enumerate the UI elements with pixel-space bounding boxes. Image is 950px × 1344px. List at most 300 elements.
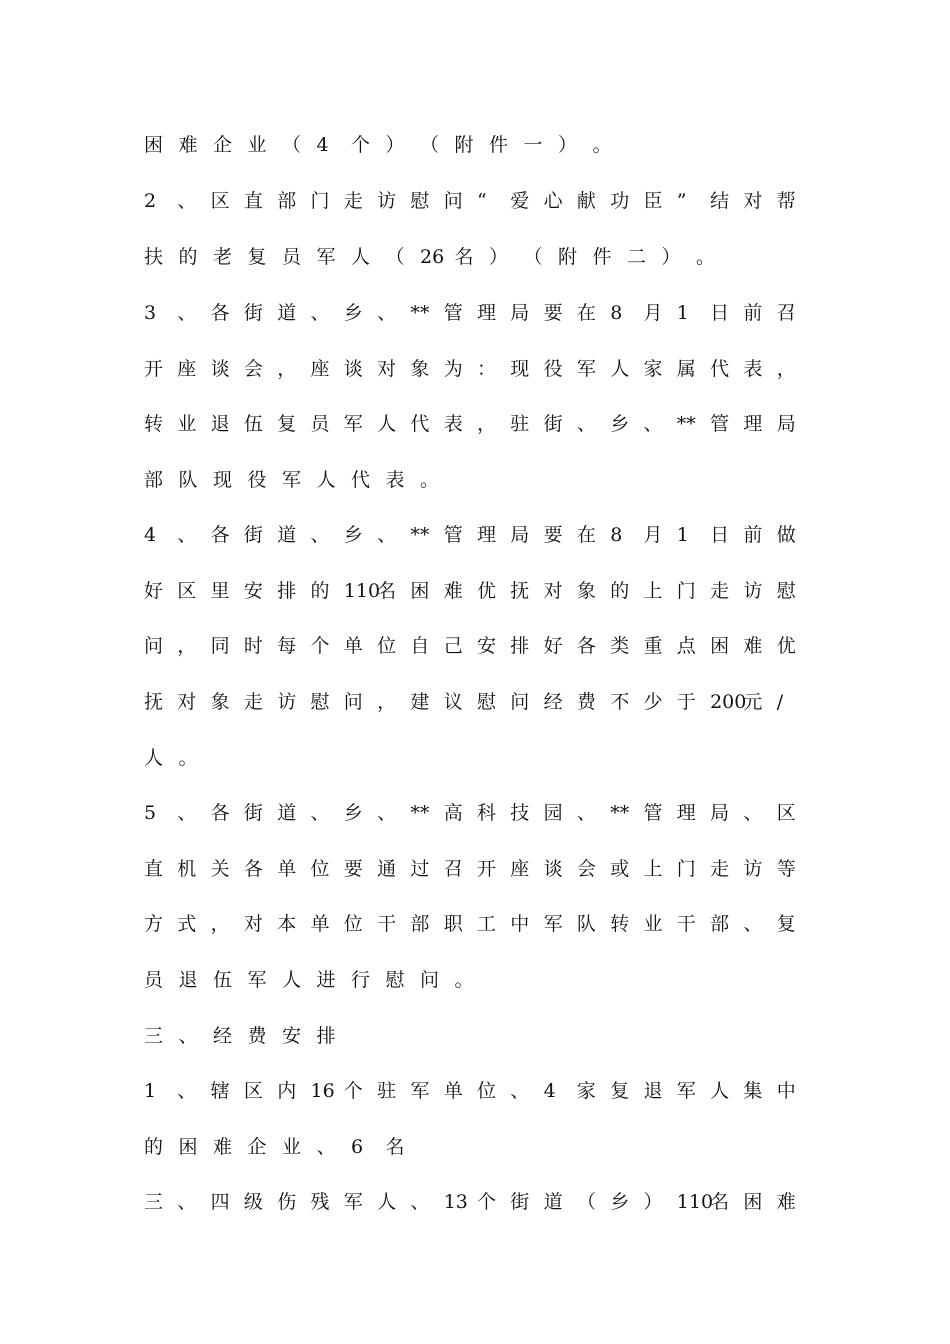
char: 通 <box>377 858 397 880</box>
char: 16 <box>310 1080 335 1102</box>
char: 现 <box>213 469 233 491</box>
char: 慰 <box>310 691 330 713</box>
char: 。 <box>454 969 474 991</box>
char: 、 <box>177 190 197 212</box>
char: 复 <box>277 413 297 435</box>
char: 家 <box>576 1080 596 1102</box>
char: 名 <box>385 1136 405 1158</box>
char: 、 <box>743 802 763 824</box>
char: 单 <box>443 1080 463 1102</box>
char: 、 <box>643 413 663 435</box>
char: 每 <box>277 635 297 657</box>
char: 的 <box>610 580 630 602</box>
char: / <box>776 691 784 713</box>
char: 退 <box>210 413 230 435</box>
char: ** <box>410 302 430 324</box>
char: 问 <box>144 635 164 657</box>
text-line <box>144 1074 810 1108</box>
char: 业 <box>282 1136 302 1158</box>
char: 在 <box>576 302 596 324</box>
char: 局 <box>710 802 730 824</box>
char: 慰 <box>385 969 405 991</box>
char: 、 <box>177 1080 197 1102</box>
char: ， <box>377 691 397 713</box>
text-line <box>144 184 810 218</box>
char: 街 <box>243 524 263 546</box>
char: 的 <box>310 580 330 602</box>
char: 部 <box>144 469 164 491</box>
char: 访 <box>277 691 297 713</box>
char: 机 <box>177 858 197 880</box>
char: 表 <box>385 469 405 491</box>
char: 辖 <box>210 1080 230 1102</box>
char: 乡 <box>610 1191 630 1213</box>
char: 人 <box>377 1191 397 1213</box>
char: 企 <box>247 1136 267 1158</box>
char: 、 <box>178 1025 198 1047</box>
char: 级 <box>243 1191 263 1213</box>
char: 属 <box>676 358 696 380</box>
char: 的 <box>178 246 198 268</box>
char: 。 <box>178 747 198 769</box>
char: 驻 <box>377 1080 397 1102</box>
char: 部 <box>710 913 730 935</box>
char: 军 <box>316 246 336 268</box>
char: 街 <box>543 413 563 435</box>
char: 座 <box>177 358 197 380</box>
char: 或 <box>610 858 630 880</box>
char: 抚 <box>510 580 530 602</box>
char: 门 <box>676 580 696 602</box>
char: 军 <box>676 1080 696 1102</box>
text-line <box>144 128 810 162</box>
char: 园 <box>543 802 563 824</box>
char: 召 <box>776 302 796 324</box>
char: 会 <box>576 858 596 880</box>
char: 里 <box>210 580 230 602</box>
char: 、 <box>377 302 397 324</box>
char: 安 <box>477 635 497 657</box>
char: 位 <box>377 635 397 657</box>
char: 员 <box>144 969 164 991</box>
char: 要 <box>543 524 563 546</box>
char: 单 <box>310 913 330 935</box>
char: 自 <box>410 635 430 657</box>
char: 扶 <box>144 246 164 268</box>
char: 、 <box>510 1080 530 1102</box>
char: 己 <box>443 635 463 657</box>
char: 件 <box>592 246 612 268</box>
char: 军 <box>576 358 596 380</box>
char: 管 <box>443 302 463 324</box>
char: 排 <box>510 635 530 657</box>
char: 日 <box>710 524 730 546</box>
char: 难 <box>178 134 198 156</box>
char: ， <box>477 413 497 435</box>
char: 人 <box>351 246 371 268</box>
char: 13 <box>443 1191 468 1213</box>
char: 、 <box>310 802 330 824</box>
char: 困 <box>710 635 730 657</box>
char: ** <box>410 802 430 824</box>
char: 走 <box>243 691 263 713</box>
char: ） <box>558 134 578 156</box>
char: 代 <box>410 413 430 435</box>
char: 中 <box>776 1080 796 1102</box>
char: 理 <box>676 802 696 824</box>
char: 、 <box>576 802 596 824</box>
section-heading <box>144 1019 810 1053</box>
char: 、 <box>310 524 330 546</box>
char: 老 <box>213 246 233 268</box>
char: 、 <box>177 802 197 824</box>
char: 对 <box>177 691 197 713</box>
text-line <box>144 574 810 608</box>
char: ” <box>676 190 687 212</box>
char: 伍 <box>213 969 233 991</box>
char: 2 <box>144 190 157 212</box>
char: 道 <box>277 302 297 324</box>
char: 1 <box>676 524 689 546</box>
char: （ <box>576 1191 596 1213</box>
char: 门 <box>310 190 330 212</box>
char: 一 <box>523 134 543 156</box>
char: 理 <box>477 302 497 324</box>
char: 少 <box>643 691 663 713</box>
char: 直 <box>243 190 263 212</box>
char: 慰 <box>776 580 796 602</box>
char: 问 <box>510 691 530 713</box>
text-line <box>144 852 810 886</box>
char: 各 <box>210 302 230 324</box>
char: 问 <box>443 190 463 212</box>
char: 现 <box>510 358 530 380</box>
char: 附 <box>454 134 474 156</box>
char: 局 <box>776 413 796 435</box>
char: 军 <box>410 1080 430 1102</box>
char: 驻 <box>510 413 530 435</box>
char: 复 <box>247 246 267 268</box>
char: 三 <box>144 1025 164 1047</box>
text-line <box>144 407 810 441</box>
text-line <box>144 352 810 386</box>
char: 访 <box>743 580 763 602</box>
char: 在 <box>576 524 596 546</box>
char: 难 <box>776 1191 796 1213</box>
char: 排 <box>316 1025 336 1047</box>
char: 5 <box>144 802 157 824</box>
char: 管 <box>443 524 463 546</box>
char: 人 <box>377 413 397 435</box>
char: 复 <box>610 1080 630 1102</box>
char: 位 <box>477 1080 497 1102</box>
char: 残 <box>310 1191 330 1213</box>
char: 不 <box>610 691 630 713</box>
char: 8 <box>610 302 623 324</box>
char: ） <box>643 1191 663 1213</box>
char: 集 <box>743 1080 763 1102</box>
char: ） <box>661 246 681 268</box>
char: 人 <box>282 969 302 991</box>
char: 表 <box>443 413 463 435</box>
char: 类 <box>610 635 630 657</box>
char: 难 <box>443 580 463 602</box>
char: 二 <box>627 246 647 268</box>
char: 人 <box>144 747 164 769</box>
char: 三 <box>144 1191 164 1213</box>
char: 中 <box>510 913 530 935</box>
char: 、 <box>310 302 330 324</box>
char: 200 <box>710 691 747 713</box>
char: 区 <box>776 802 796 824</box>
char: 心 <box>543 190 563 212</box>
char: 访 <box>743 858 763 880</box>
char: 业 <box>177 413 197 435</box>
char: 家 <box>643 358 663 380</box>
char: 为 <box>443 358 463 380</box>
char: 问 <box>420 969 440 991</box>
char: 代 <box>710 358 730 380</box>
char: 退 <box>643 1080 663 1102</box>
text-line <box>144 796 810 830</box>
char: 局 <box>510 302 530 324</box>
char: 困 <box>178 1136 198 1158</box>
char: 个 <box>351 134 371 156</box>
char: ** <box>410 524 430 546</box>
char: 月 <box>643 524 663 546</box>
char: 行 <box>351 969 371 991</box>
char: 好 <box>543 635 563 657</box>
char: 会 <box>243 358 263 380</box>
char: 象 <box>410 358 430 380</box>
char: ） <box>385 134 405 156</box>
char: 抚 <box>144 691 164 713</box>
char: 议 <box>443 691 463 713</box>
char: 军 <box>343 1191 363 1213</box>
char: 费 <box>247 1025 267 1047</box>
char: 、 <box>743 913 763 935</box>
char: 要 <box>543 302 563 324</box>
char: 员 <box>282 246 302 268</box>
text-line <box>144 463 810 497</box>
char: ： <box>477 358 497 380</box>
char: 工 <box>477 913 497 935</box>
char: 优 <box>776 635 796 657</box>
char: 110 <box>343 580 381 602</box>
char: 名 <box>710 1191 730 1213</box>
char: 、 <box>377 802 397 824</box>
char: （ <box>385 246 405 268</box>
char: 部 <box>277 190 297 212</box>
text-line <box>144 518 810 552</box>
char: 象 <box>576 580 596 602</box>
char: ， <box>210 913 230 935</box>
char: 要 <box>343 858 363 880</box>
char: 局 <box>510 524 530 546</box>
char: 业 <box>247 134 267 156</box>
char: 人 <box>316 469 336 491</box>
char: ** <box>610 802 630 824</box>
char: 各 <box>243 858 263 880</box>
char: 月 <box>643 302 663 324</box>
char: 单 <box>343 635 363 657</box>
char: 科 <box>477 802 497 824</box>
char: 区 <box>177 580 197 602</box>
char: 26 <box>420 246 445 268</box>
char: 各 <box>210 802 230 824</box>
char: 等 <box>776 858 796 880</box>
char: 4 <box>316 134 329 156</box>
char: 、 <box>410 1191 430 1213</box>
char: 、 <box>377 524 397 546</box>
char: 谈 <box>543 858 563 880</box>
char: 军 <box>247 969 267 991</box>
text-line <box>144 240 810 274</box>
char: 访 <box>377 190 397 212</box>
char: 象 <box>210 691 230 713</box>
char: 街 <box>243 802 263 824</box>
char: 安 <box>243 580 263 602</box>
char: 慰 <box>410 190 430 212</box>
char: 件 <box>489 134 509 156</box>
char: 召 <box>443 858 463 880</box>
char: 个 <box>477 1191 497 1213</box>
char: 管 <box>710 413 730 435</box>
char: 谈 <box>210 358 230 380</box>
char: 。 <box>420 469 440 491</box>
char: 臣 <box>643 190 663 212</box>
char: 献 <box>576 190 596 212</box>
char: 对 <box>377 358 397 380</box>
char: 困 <box>144 134 164 156</box>
char: 职 <box>443 913 463 935</box>
char: 个 <box>343 1080 363 1102</box>
char: 各 <box>576 635 596 657</box>
char: 座 <box>510 858 530 880</box>
char: 建 <box>410 691 430 713</box>
char: 日 <box>710 302 730 324</box>
char: 高 <box>443 802 463 824</box>
char: 谈 <box>343 358 363 380</box>
char: 4 <box>543 1080 556 1102</box>
char: 前 <box>743 302 763 324</box>
char: 附 <box>558 246 578 268</box>
char: 管 <box>643 802 663 824</box>
char: 干 <box>377 913 397 935</box>
char: 道 <box>277 802 297 824</box>
char: 复 <box>776 913 796 935</box>
char: 时 <box>243 635 263 657</box>
char: 名 <box>454 246 474 268</box>
char: 个 <box>310 635 330 657</box>
char: 军 <box>282 469 302 491</box>
char: 对 <box>543 580 563 602</box>
char: 名 <box>377 580 397 602</box>
char: 伍 <box>243 413 263 435</box>
char: 上 <box>643 858 663 880</box>
char: 部 <box>410 913 430 935</box>
char: 区 <box>243 1080 263 1102</box>
char: 式 <box>177 913 197 935</box>
char: 关 <box>210 858 230 880</box>
char: 员 <box>310 413 330 435</box>
char: 区 <box>210 190 230 212</box>
char: 前 <box>743 524 763 546</box>
char: 于 <box>676 691 696 713</box>
text-line <box>144 963 810 997</box>
char: 8 <box>610 524 623 546</box>
char: 1 <box>144 1080 157 1102</box>
char: 困 <box>410 580 430 602</box>
char: ， <box>776 358 796 380</box>
char: 单 <box>277 858 297 880</box>
char: 4 <box>144 524 157 546</box>
char: 困 <box>743 1191 763 1213</box>
char: 街 <box>510 1191 530 1213</box>
char: 帮 <box>776 190 796 212</box>
char: 难 <box>743 635 763 657</box>
char: 。 <box>696 246 716 268</box>
char: 进 <box>316 969 336 991</box>
char: （ <box>420 134 440 156</box>
char: 退 <box>178 969 198 991</box>
char: ） <box>489 246 509 268</box>
char: 队 <box>576 913 596 935</box>
char: 门 <box>676 858 696 880</box>
char: 道 <box>277 524 297 546</box>
text-line <box>144 741 810 775</box>
char: 经 <box>543 691 563 713</box>
char: 各 <box>210 524 230 546</box>
char: 、 <box>177 1191 197 1213</box>
char: ， <box>177 635 197 657</box>
char: 110 <box>676 1191 714 1213</box>
char: 、 <box>576 413 596 435</box>
char: 乡 <box>343 302 363 324</box>
char: 军 <box>543 913 563 935</box>
char: 表 <box>743 358 763 380</box>
char: 元 <box>743 691 763 713</box>
char: 安 <box>282 1025 302 1047</box>
char: 道 <box>543 1191 563 1213</box>
char: 经 <box>213 1025 233 1047</box>
char: 、 <box>177 302 197 324</box>
char: 位 <box>310 858 330 880</box>
char: 方 <box>144 913 164 935</box>
char: 座 <box>310 358 330 380</box>
char: 重 <box>643 635 663 657</box>
char: 四 <box>210 1191 230 1213</box>
char: 内 <box>277 1080 297 1102</box>
char: 代 <box>351 469 371 491</box>
char: 直 <box>144 858 164 880</box>
char: 难 <box>213 1136 233 1158</box>
char: 位 <box>343 913 363 935</box>
char: 企 <box>213 134 233 156</box>
char: 1 <box>676 302 689 324</box>
char: 人 <box>610 358 630 380</box>
char: 问 <box>343 691 363 713</box>
char: 3 <box>144 302 157 324</box>
char: 乡 <box>343 802 363 824</box>
char: 好 <box>144 580 164 602</box>
char: 对 <box>743 190 763 212</box>
char: 街 <box>243 302 263 324</box>
char: ** <box>676 413 696 435</box>
char: 役 <box>543 358 563 380</box>
char: 的 <box>144 1136 164 1158</box>
char: 开 <box>144 358 164 380</box>
